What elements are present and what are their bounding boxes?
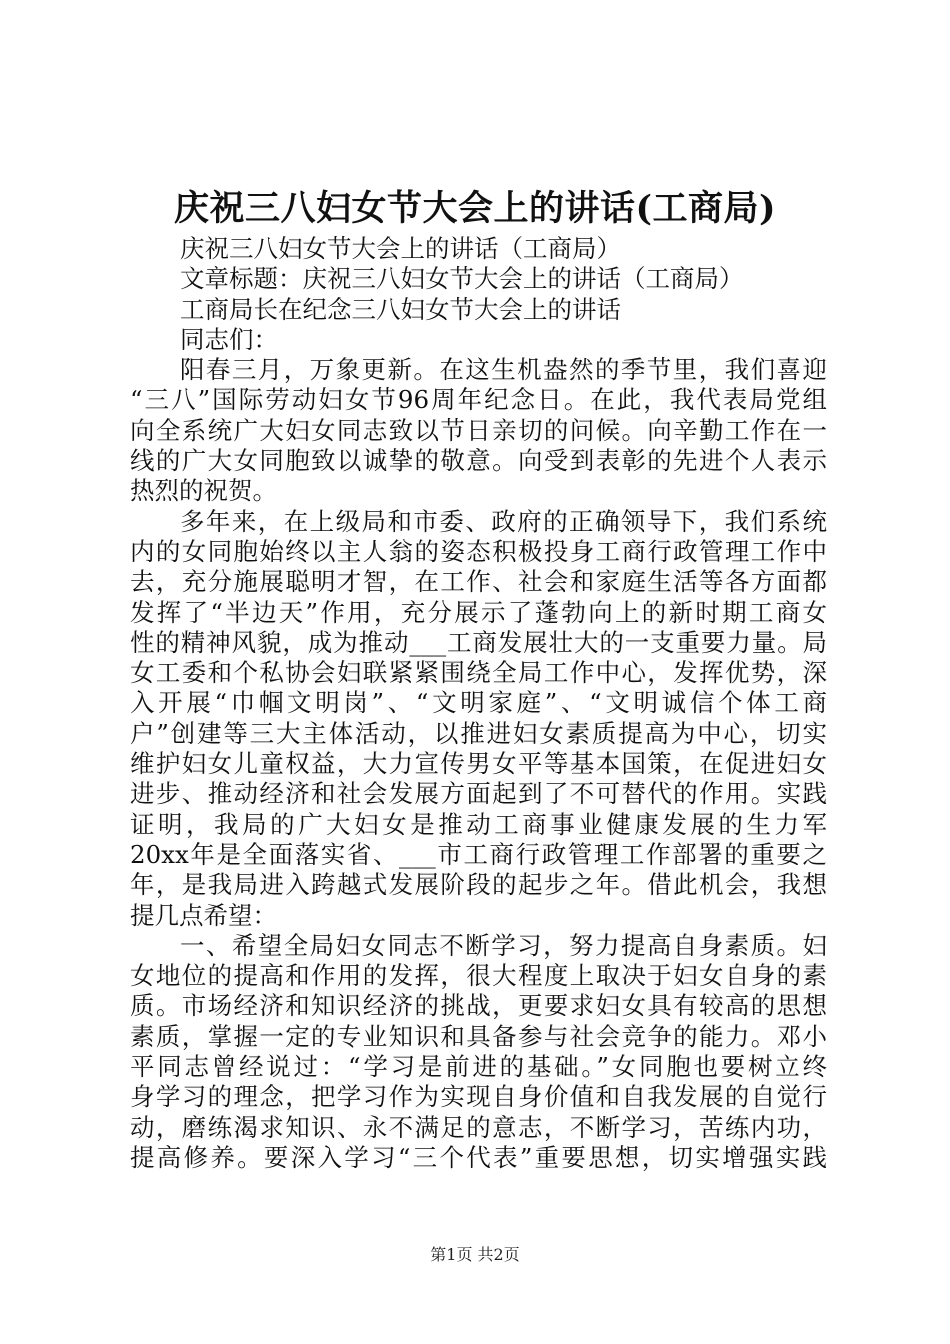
text-line: “三八”国际劳动妇女节96周年纪念日。在此，我代表局党组 [130, 385, 827, 415]
text-line: 一、希望全局妇女同志不断学习，努力提高自身素质。妇 [180, 930, 827, 960]
text-line: 质。市场经济和知识经济的挑战，更要求妇女具有较高的思想 [130, 991, 827, 1021]
text-line: 证明，我局的广大妇女是推动工商事业健康发展的生力军 [130, 809, 827, 839]
text-line: 同志们： [180, 324, 278, 354]
text-line: 线的广大女同胞致以诚挚的敬意。向受到表彰的先进个人表示 [130, 446, 827, 476]
text-line: 阳春三月，万象更新。在这生机盎然的季节里，我们喜迎 [180, 355, 827, 385]
text-line: 平同志曾经说过：“学习是前进的基础。”女同胞也要树立终 [130, 1052, 827, 1082]
text-line: 发挥了“半边天”作用，充分展示了蓬勃向上的新时期工商女 [130, 597, 827, 627]
text-line: 动，磨练渴求知识、永不满足的意志，不断学习，苦练内功， [130, 1112, 827, 1142]
page-footer: 第1页 共2页 [430, 1245, 520, 1264]
text-line: 去，充分施展聪明才智，在工作、社会和家庭生活等各方面都 [130, 567, 827, 597]
text-line: 女地位的提高和作用的发挥，很大程度上取决于妇女自身的素 [130, 961, 827, 991]
document-body [130, 234, 827, 1173]
text-line: 年，是我局进入跨越式发展阶段的起步之年。借此机会，我想 [130, 870, 827, 900]
document-title: 庆祝三八妇女节大会上的讲话(工商局) [173, 188, 777, 229]
text-line: 向全系统广大妇女同志致以节日亲切的问候。向辛勤工作在一 [130, 415, 827, 445]
text-line: 20xx年是全面落实省、___市工商行政管理工作部署的重要之 [130, 839, 827, 869]
text-line: 多年来，在上级局和市委、政府的正确领导下，我们系统 [180, 506, 827, 536]
text-line: 热烈的祝贺。 [130, 476, 277, 506]
text-line: 入开展“巾帼文明岗”、“文明家庭”、“文明诚信个体工商 [130, 688, 827, 718]
text-line: 文章标题：庆祝三八妇女节大会上的讲话（工商局） [180, 264, 744, 294]
text-line: 身学习的理念，把学习作为实现自身价值和自我发展的自觉行 [130, 1082, 827, 1112]
text-line: 维护妇女儿童权益，大力宣传男女平等基本国策，在促进妇女 [130, 749, 827, 779]
text-line: 庆祝三八妇女节大会上的讲话（工商局） [180, 234, 621, 263]
text-line: 素质，掌握一定的专业知识和具备参与社会竞争的能力。邓小 [130, 1021, 827, 1051]
text-line: 提高修养。要深入学习“三个代表”重要思想，切实增强实践 [130, 1142, 827, 1172]
text-line: 女工委和个私协会妇联紧紧围绕全局工作中心，发挥优势，深 [130, 658, 827, 688]
text-line: 性的精神风貌，成为推动___工商发展壮大的一支重要力量。局 [130, 627, 827, 657]
text-line: 户”创建等三大主体活动，以推进妇女素质提高为中心，切实 [130, 718, 827, 748]
text-line: 提几点希望： [130, 900, 277, 930]
text-line: 工商局长在纪念三八妇女节大会上的讲话 [180, 294, 621, 324]
text-line: 进步、推动经济和社会发展方面起到了不可替代的作用。实践 [130, 779, 827, 809]
text-line: 内的女同胞始终以主人翁的姿态积极投身工商行政管理工作中 [130, 536, 827, 566]
